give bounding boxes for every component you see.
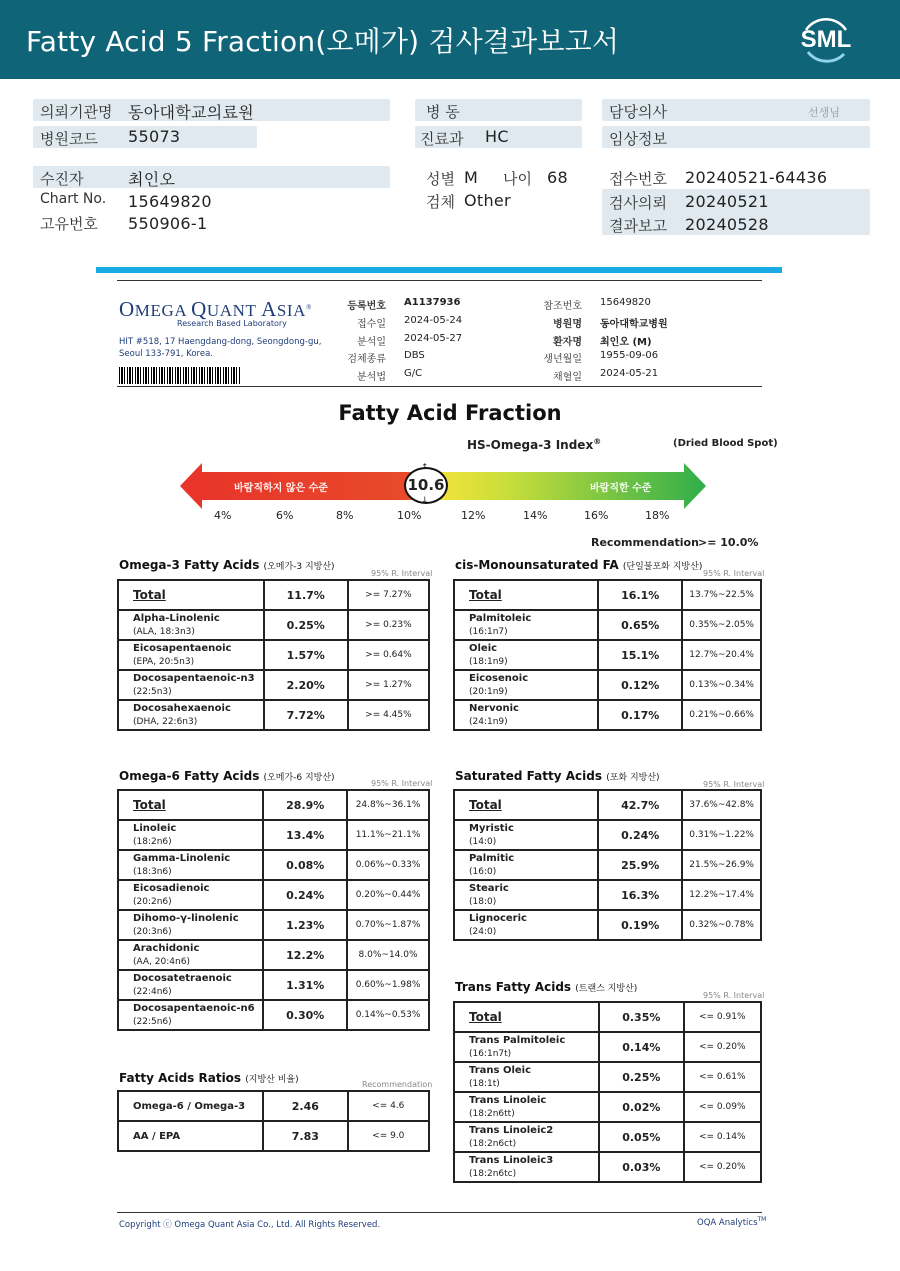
institution-label: 의뢰기관명	[40, 103, 113, 121]
fatty-acid-notation: (16:1n7t)	[469, 1048, 512, 1059]
fatty-acid-label: Linoleic	[133, 822, 177, 834]
fatty-acid-name	[454, 1092, 599, 1122]
age-value: 68	[547, 168, 568, 187]
table-row	[454, 850, 761, 880]
trans-section-title: Trans Fatty Acids (트랜스 지방산)	[455, 980, 638, 994]
gauge-tick-label: 14%	[523, 509, 548, 522]
fatty-acid-range: 21.5%~26.9%	[682, 850, 761, 880]
down-arrow-icon: ↓	[421, 496, 429, 506]
fatty-acid-label: Docosatetraenoic	[133, 972, 232, 984]
fatty-acid-value: 0.05%	[599, 1122, 683, 1152]
table-row	[118, 880, 429, 910]
fatty-acid-name	[454, 1032, 599, 1062]
fatty-acid-notation: (22:5n3)	[133, 686, 172, 697]
fatty-acid-range: 0.70%~1.87%	[347, 910, 429, 940]
fatty-acid-notation: (18:2n6)	[133, 836, 172, 847]
table-row	[454, 1092, 761, 1122]
table-row-total	[118, 580, 429, 610]
table-row	[118, 700, 429, 730]
sex-value: M	[464, 168, 479, 187]
method-value: G/C	[404, 368, 423, 379]
fatty-acid-range: <= 0.20%	[684, 1152, 761, 1182]
fatty-acid-label: Stearic	[469, 882, 509, 894]
specimen-type-label: 검체종류	[347, 354, 386, 365]
ratios-recommendation-note: Recommendation	[362, 1080, 433, 1089]
fatty-acid-range: <= 0.14%	[684, 1122, 761, 1152]
fatty-acid-name	[118, 940, 263, 970]
fatty-acid-label: Palmitic	[469, 852, 515, 864]
sml-logo-text: SML	[800, 26, 852, 53]
analysis-date-label: 분석일	[357, 337, 386, 348]
fatty-acid-range: 0.32%~0.78%	[682, 910, 761, 940]
fatty-acid-notation: (18:2n6ct)	[469, 1138, 517, 1149]
lab-address-line1: HIT #518, 17 Haengdang-dong, Seongdong-gu,	[119, 337, 322, 347]
footer-rule	[117, 1212, 762, 1213]
table-row-total	[454, 1002, 761, 1032]
hospital-name-value: 동아대학교병원	[600, 319, 668, 330]
fatty-acid-range: <= 0.20%	[684, 1032, 761, 1062]
report-date-value: 20240528	[685, 215, 769, 234]
fatty-acid-notation: (14:0)	[469, 836, 497, 847]
fatty-acid-notation: (24:1n9)	[469, 716, 508, 727]
fatty-acid-label: Trans Linoleic2	[469, 1124, 554, 1136]
table-row	[454, 640, 761, 670]
fatty-acid-notation: (18:2n6tc)	[469, 1168, 517, 1179]
fatty-acid-notation: (18:1n9)	[469, 656, 508, 667]
table-row	[454, 910, 761, 940]
fatty-acid-notation: (18:3n6)	[133, 866, 172, 877]
method-label: 분석법	[357, 372, 386, 383]
fatty-acid-label: Eicosapentaenoic	[133, 642, 232, 654]
fatty-acid-label: Myristic	[469, 822, 514, 834]
fatty-acid-value: 0.19%	[598, 910, 682, 940]
fatty-acid-notation: (24:0)	[469, 926, 497, 937]
fatty-acid-name	[118, 670, 264, 700]
fatty-acid-range: >= 0.64%	[348, 640, 429, 670]
report-header	[0, 0, 900, 79]
patient-value: 최인오 (M)	[600, 337, 652, 348]
total-value: 42.7%	[598, 790, 682, 820]
mufa-interval-note: 95% R. Interval	[703, 569, 765, 578]
fatty-acid-name	[454, 880, 598, 910]
unique-id-label: 고유번호	[40, 215, 98, 233]
fatty-acid-range: 0.14%~0.53%	[347, 1000, 429, 1030]
request-date-value: 20240521	[685, 192, 769, 211]
oqa-logo: OMEGA QUANT ASIA®	[119, 297, 312, 321]
gauge-tick-label: 12%	[461, 509, 486, 522]
fatty-acid-value: 0.24%	[598, 820, 682, 850]
sfa-interval-note: 95% R. Interval	[703, 780, 765, 789]
gauge-tick-label: 6%	[276, 509, 294, 522]
fatty-acid-value: 7.83	[263, 1121, 348, 1151]
fatty-acid-label: Nervonic	[469, 702, 519, 714]
table-row	[118, 970, 429, 1000]
total-name: Total	[454, 580, 598, 610]
table-row	[454, 820, 761, 850]
fatty-acid-name	[454, 640, 598, 670]
gauge-tick-label: 10%	[397, 509, 422, 522]
dob-label: 생년월일	[543, 354, 582, 365]
fatty-acid-value: 0.65%	[598, 610, 682, 640]
fatty-acid-name	[454, 1122, 599, 1152]
table-row	[118, 670, 429, 700]
hospital-name-label: 병원명	[553, 319, 582, 330]
patient-name-label: 수진자	[40, 170, 84, 188]
fatty-acid-notation: (DHA, 22:6n3)	[133, 716, 198, 727]
request-date-label: 검사의뢰	[609, 194, 667, 212]
fatty-acid-value: 2.20%	[264, 670, 348, 700]
fatty-acid-name	[118, 700, 264, 730]
fatty-acid-name	[454, 850, 598, 880]
fatty-acid-range: >= 4.45%	[348, 700, 429, 730]
fatty-acid-name	[454, 820, 598, 850]
fatty-acid-notation: (20:2n6)	[133, 896, 172, 907]
fatty-acid-value: 0.08%	[263, 850, 347, 880]
fatty-acid-value: 7.72%	[264, 700, 348, 730]
doctor-suffix: 선생님	[808, 106, 840, 119]
fatty-acid-notation: (16:0)	[469, 866, 497, 877]
fatty-acid-value: 13.4%	[263, 820, 347, 850]
fatty-acid-range: 0.35%~2.05%	[682, 610, 761, 640]
gauge-tick-label: 8%	[336, 509, 354, 522]
chart-no-value: 15649820	[128, 192, 212, 211]
dob-value: 1955-09-06	[600, 350, 659, 361]
table-row	[118, 1091, 429, 1121]
total-name: Total	[118, 790, 263, 820]
fatty-acid-label: Alpha-Linolenic	[133, 612, 220, 624]
total-range: 24.8%~36.1%	[347, 790, 429, 820]
fatty-acid-label: Docosahexaenoic	[133, 702, 231, 714]
total-value: 11.7%	[264, 580, 348, 610]
patient-name-value: 최인오	[128, 170, 176, 189]
receipt-no-label: 접수번호	[609, 170, 667, 188]
received-date-label: 접수일	[357, 319, 386, 330]
draw-date-label: 채혈일	[553, 372, 582, 383]
total-name: Total	[454, 1002, 599, 1032]
fatty-acid-name	[118, 850, 263, 880]
fatty-acid-name	[454, 670, 598, 700]
fatty-acid-label: Trans Oleic	[469, 1064, 532, 1076]
gauge-tick-label: 16%	[584, 509, 609, 522]
fatty-acid-fraction-title: Fatty Acid Fraction	[338, 401, 562, 425]
fatty-acid-range: <= 0.09%	[684, 1092, 761, 1122]
fatty-acid-range: 11.1%~21.1%	[347, 820, 429, 850]
clinical-info-label: 임상정보	[609, 130, 667, 148]
omega3-interval-note: 95% R. Interval	[371, 569, 433, 578]
fatty-acid-name	[118, 610, 264, 640]
table-row	[118, 1121, 429, 1151]
table-row	[454, 1122, 761, 1152]
omega3-table	[117, 579, 430, 731]
sfa-section-title: Saturated Fatty Acids (포화 지방산)	[455, 769, 660, 783]
sfa-table	[453, 789, 762, 941]
analysis-date-value: 2024-05-27	[404, 333, 463, 344]
hs-omega3-index-title: HS-Omega-3 Index®	[467, 437, 602, 452]
fatty-acid-range: <= 9.0	[348, 1121, 429, 1151]
fatty-acid-name	[118, 640, 264, 670]
fatty-acid-value: 16.3%	[598, 880, 682, 910]
table-row-total	[118, 790, 429, 820]
fatty-acid-label: Oleic	[469, 642, 498, 654]
table-row	[454, 880, 761, 910]
trans-table	[453, 1001, 762, 1183]
specimen-value: Other	[464, 191, 511, 210]
fatty-acid-value: 0.03%	[599, 1152, 683, 1182]
oqa-subtitle: Research Based Laboratory	[177, 319, 287, 328]
table-row	[454, 700, 761, 730]
fatty-acid-label: Docosapentaenoic-n3	[133, 672, 255, 684]
fatty-acid-label: Gamma-Linolenic	[133, 852, 231, 864]
fatty-acid-notation: (20:3n6)	[133, 926, 172, 937]
fatty-acid-range: 0.06%~0.33%	[347, 850, 429, 880]
table-row	[454, 610, 761, 640]
fatty-acid-notation: (EPA, 20:5n3)	[133, 656, 195, 667]
omega3-index-value: 10.6	[404, 467, 448, 504]
specimen-label: 검체	[426, 193, 455, 211]
omega6-table	[117, 789, 430, 1031]
table-row	[118, 1000, 429, 1030]
fatty-acid-range: 0.60%~1.98%	[347, 970, 429, 1000]
recommendation-value: >= 10.0%	[698, 536, 759, 549]
ratios-section-title: Fatty Acids Ratios (지방산 비율)	[119, 1071, 299, 1085]
total-value: 16.1%	[598, 580, 682, 610]
hospital-code-label: 병원코드	[40, 130, 98, 148]
desirable-level-label: 바람직한 수준	[590, 483, 652, 494]
fatty-acid-notation: (16:1n7)	[469, 626, 508, 637]
fatty-acid-notation: (AA, 20:4n6)	[133, 956, 190, 967]
fatty-acid-value: 1.23%	[263, 910, 347, 940]
lab-header-bottom-rule	[117, 386, 762, 387]
table-row	[118, 910, 429, 940]
fatty-acid-label: Omega-6 / Omega-3	[133, 1100, 246, 1112]
gauge-tick-label: 4%	[214, 509, 232, 522]
unique-id-value: 550906-1	[128, 214, 208, 233]
fatty-acid-label: Dihomo-γ-linolenic	[133, 912, 239, 924]
chart-no-label: Chart No.	[40, 191, 107, 207]
reg-no-label: 등록번호	[347, 301, 386, 312]
fatty-acid-name	[454, 1062, 599, 1092]
report-title: Fatty Acid 5 Fraction(오메가) 검사결과보고서	[26, 25, 620, 58]
fatty-acid-range: 0.31%~1.22%	[682, 820, 761, 850]
table-row-total	[454, 790, 761, 820]
receipt-no-value: 20240521-64436	[685, 168, 828, 187]
fatty-acid-range: 12.7%~20.4%	[682, 640, 761, 670]
fatty-acid-value: 1.31%	[263, 970, 347, 1000]
fatty-acid-notation: (18:0)	[469, 896, 497, 907]
patient-label: 환자명	[553, 337, 582, 348]
fatty-acid-value: 0.17%	[598, 700, 682, 730]
fatty-acid-value: 15.1%	[598, 640, 682, 670]
fatty-acid-range: <= 4.6	[348, 1091, 429, 1121]
fatty-acid-value: 0.24%	[263, 880, 347, 910]
fatty-acid-range: >= 1.27%	[348, 670, 429, 700]
fatty-acid-name	[118, 1121, 263, 1151]
reg-no-value: A1137936	[404, 297, 461, 308]
fatty-acid-value: 2.46	[263, 1091, 348, 1121]
table-row	[454, 1152, 761, 1182]
fatty-acid-value: 0.02%	[599, 1092, 683, 1122]
fatty-acid-value: 0.30%	[263, 1000, 347, 1030]
fatty-acid-value: 0.25%	[264, 610, 348, 640]
sml-logo	[796, 12, 856, 68]
ratios-table	[117, 1090, 430, 1152]
table-row	[454, 670, 761, 700]
table-row-total	[454, 580, 761, 610]
recommendation-label: Recommendation	[591, 536, 699, 549]
department-label: 진료과	[420, 130, 464, 148]
fatty-acid-name	[118, 1000, 263, 1030]
total-name: Total	[454, 790, 598, 820]
fatty-acid-value: 0.14%	[599, 1032, 683, 1062]
fatty-acid-notation: (22:5n6)	[133, 1016, 172, 1027]
copyright-text: Copyright ⓒ Omega Quant Asia Co., Ltd. All Rights Reserved.	[119, 1220, 381, 1230]
total-range: <= 0.91%	[684, 1002, 761, 1032]
ref-no-value: 15649820	[600, 297, 651, 308]
fatty-acid-label: Lignoceric	[469, 912, 527, 924]
total-value: 0.35%	[599, 1002, 683, 1032]
fatty-acid-name	[454, 610, 598, 640]
barcode	[119, 367, 241, 384]
fatty-acid-label: AA / EPA	[133, 1130, 181, 1142]
table-row	[118, 820, 429, 850]
sample-type-note: (Dried Blood Spot)	[673, 438, 778, 449]
fatty-acid-range: <= 0.61%	[684, 1062, 761, 1092]
table-row	[118, 610, 429, 640]
fatty-acid-label: Eicosadienoic	[133, 882, 210, 894]
fatty-acid-range: >= 0.23%	[348, 610, 429, 640]
lab-address-line2: Seoul 133-791, Korea.	[119, 349, 213, 359]
fatty-acid-value: 0.12%	[598, 670, 682, 700]
age-label: 나이	[503, 170, 532, 188]
fatty-acid-name	[118, 910, 263, 940]
lab-header-top-rule	[117, 280, 762, 281]
department-value: HC	[485, 127, 509, 146]
fatty-acid-label: Trans Linoleic	[469, 1094, 547, 1106]
fatty-acid-name	[118, 970, 263, 1000]
fatty-acid-label: Eicosenoic	[469, 672, 529, 684]
fatty-acid-label: Trans Linoleic3	[469, 1154, 554, 1166]
omega6-section-title: Omega-6 Fatty Acids (오메가-6 지방산)	[119, 769, 335, 783]
fatty-acid-range: 0.20%~0.44%	[347, 880, 429, 910]
table-row	[454, 1032, 761, 1062]
omega6-interval-note: 95% R. Interval	[371, 779, 433, 788]
table-row	[118, 940, 429, 970]
report-date-label: 결과보고	[609, 217, 667, 235]
fatty-acid-label: Palmitoleic	[469, 612, 532, 624]
trans-interval-note: 95% R. Interval	[703, 991, 765, 1000]
fatty-acid-range: 8.0%~14.0%	[347, 940, 429, 970]
draw-date-value: 2024-05-21	[600, 368, 659, 379]
table-row	[118, 850, 429, 880]
fatty-acid-range: 0.13%~0.34%	[682, 670, 761, 700]
fatty-acid-notation: (18:1t)	[469, 1078, 500, 1089]
section-divider	[96, 267, 782, 273]
hospital-code-value: 55073	[128, 127, 181, 146]
table-row	[454, 1062, 761, 1092]
institution-value: 동아대학교의료원	[128, 103, 255, 122]
mufa-section-title: cis-Monounsaturated FA (단일불포화 지방산)	[455, 558, 703, 572]
fatty-acid-value: 0.25%	[599, 1062, 683, 1092]
undesirable-level-label: 바람직하지 않은 수준	[234, 483, 328, 494]
total-range: >= 7.27%	[348, 580, 429, 610]
ward-label: 병 동	[426, 103, 460, 121]
fatty-acid-notation: (20:1n9)	[469, 686, 508, 697]
specimen-type-value: DBS	[404, 350, 425, 361]
doctor-label: 담당의사	[609, 103, 667, 121]
fatty-acid-notation: (ALA, 18:3n3)	[133, 626, 195, 637]
ref-no-label: 참조번호	[543, 301, 582, 312]
fatty-acid-label: Arachidonic	[133, 942, 200, 954]
fatty-acid-name	[118, 1091, 263, 1121]
table-row	[118, 640, 429, 670]
fatty-acid-value: 12.2%	[263, 940, 347, 970]
fatty-acid-label: Docosapentaenoic-n6	[133, 1002, 255, 1014]
fatty-acid-range: 0.21%~0.66%	[682, 700, 761, 730]
fatty-acid-value: 1.57%	[264, 640, 348, 670]
total-range: 37.6%~42.8%	[682, 790, 761, 820]
received-date-value: 2024-05-24	[404, 315, 463, 326]
fatty-acid-label: Trans Palmitoleic	[469, 1034, 566, 1046]
fatty-acid-notation: (22:4n6)	[133, 986, 172, 997]
fatty-acid-range: 12.2%~17.4%	[682, 880, 761, 910]
total-range: 13.7%~22.5%	[682, 580, 761, 610]
fatty-acid-name	[454, 1152, 599, 1182]
fatty-acid-name	[118, 820, 263, 850]
total-value: 28.9%	[263, 790, 347, 820]
fatty-acid-notation: (18:2n6tt)	[469, 1108, 515, 1119]
sex-label: 성별	[426, 170, 455, 188]
fatty-acid-name	[118, 880, 263, 910]
oqa-analytics-brand: OQA Analytics™	[697, 1216, 767, 1228]
total-name: Total	[118, 580, 264, 610]
fatty-acid-value: 25.9%	[598, 850, 682, 880]
omega3-section-title: Omega-3 Fatty Acids (오메가-3 지방산)	[119, 558, 335, 572]
fatty-acid-name	[454, 700, 598, 730]
fatty-acid-name	[454, 910, 598, 940]
mufa-table	[453, 579, 762, 731]
gauge-tick-label: 18%	[645, 509, 670, 522]
